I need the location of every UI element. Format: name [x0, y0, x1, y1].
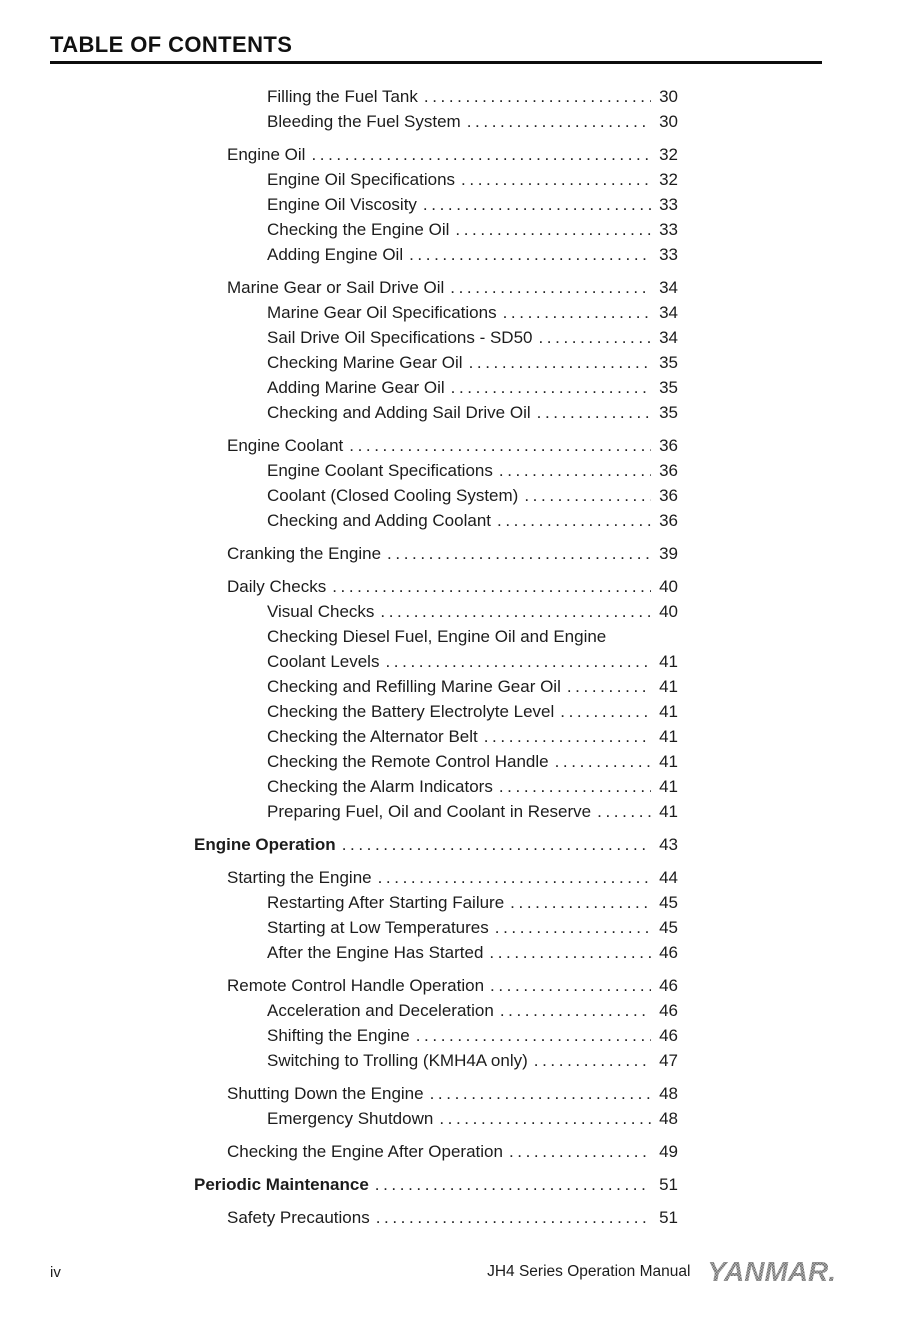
- toc-entry: [194, 674, 678, 699]
- toc-entry: [194, 1048, 678, 1073]
- dot-leader: [375, 1172, 651, 1197]
- toc-entry-label: Visual Checks: [267, 602, 375, 621]
- toc-entry: [194, 624, 678, 649]
- dot-leader: [560, 699, 651, 724]
- dot-leader: [450, 275, 651, 300]
- toc-entry-label: Coolant Levels: [267, 652, 380, 671]
- toc-entry-page: 35: [659, 403, 678, 422]
- dot-leader: [385, 649, 651, 674]
- page-title: TABLE OF CONTENTS: [50, 32, 293, 57]
- toc-entry-page: 46: [659, 1026, 678, 1045]
- toc-entry: [194, 167, 678, 192]
- toc-entry-label: Engine Oil Viscosity: [267, 195, 417, 214]
- toc-entry: [194, 242, 678, 267]
- toc-entry-label: Preparing Fuel, Oil and Coolant in Reserve: [267, 802, 592, 821]
- toc-entry: [194, 375, 678, 400]
- dot-leader: [439, 1106, 651, 1131]
- dot-leader: [380, 599, 651, 624]
- toc-entry-label: Checking the Engine After Operation: [227, 1142, 503, 1161]
- dot-leader: [499, 458, 651, 483]
- toc-entry: [194, 1172, 678, 1197]
- toc-entry: [194, 724, 678, 749]
- toc-entry: [194, 1106, 678, 1131]
- toc-entry-page: 41: [659, 677, 678, 696]
- toc-entry-label: Sail Drive Oil Specifications - SD50: [267, 328, 533, 347]
- toc-entry: [194, 433, 678, 458]
- toc-entry: [194, 109, 678, 134]
- dot-leader: [510, 890, 651, 915]
- toc-entry-page: 34: [659, 303, 678, 322]
- toc-entry: [194, 699, 678, 724]
- toc-entry-page: 41: [659, 727, 678, 746]
- yanmar-logo: YANMAR.: [707, 1256, 836, 1287]
- toc-entry-page: 34: [659, 278, 678, 297]
- toc-entry-label: Adding Marine Gear Oil: [267, 378, 445, 397]
- dot-leader: [597, 799, 651, 824]
- toc-entry-label: Shifting the Engine: [267, 1026, 410, 1045]
- dot-leader: [430, 1081, 651, 1106]
- toc-entry-page: 35: [659, 378, 678, 397]
- toc-entry-label: Coolant (Closed Cooling System): [267, 486, 519, 505]
- dot-leader: [555, 749, 651, 774]
- toc-entry-page: 41: [659, 752, 678, 771]
- toc-entry: [194, 774, 678, 799]
- toc-entry-label: Switching to Trolling (KMH4A only): [267, 1051, 528, 1070]
- toc-entry-page: 45: [659, 918, 678, 937]
- toc-entry-page: 40: [659, 602, 678, 621]
- dot-leader: [509, 1139, 651, 1164]
- toc-entry-label: Marine Gear Oil Specifications: [267, 303, 497, 322]
- dot-leader: [376, 1205, 651, 1230]
- toc-entry-label: After the Engine Has Started: [267, 943, 484, 962]
- toc-entry: [194, 483, 678, 508]
- dot-leader: [342, 832, 651, 857]
- dot-leader: [467, 109, 651, 134]
- toc-entry-page: 48: [659, 1084, 678, 1103]
- toc-entry-label: Engine Coolant Specifications: [267, 461, 493, 480]
- toc-entry-page: 43: [659, 835, 678, 854]
- toc-entry-label: Adding Engine Oil: [267, 245, 404, 264]
- dot-leader: [503, 300, 651, 325]
- toc-entry-label: Restarting After Starting Failure: [267, 893, 505, 912]
- toc-entry-label: Checking and Adding Coolant: [267, 511, 491, 530]
- toc-entry-page: 33: [659, 245, 678, 264]
- toc-entry-label: Safety Precautions: [227, 1208, 370, 1227]
- toc-entry-page: 36: [659, 511, 678, 530]
- toc-entry: [194, 142, 678, 167]
- toc-entry-label: Checking the Battery Electrolyte Level: [267, 702, 555, 721]
- toc-entry-label: Periodic Maintenance: [194, 1175, 369, 1194]
- toc-entry-page: 41: [659, 652, 678, 671]
- toc-entry: [194, 325, 678, 350]
- toc-entry-label: Engine Oil Specifications: [267, 170, 456, 189]
- toc-entry: [194, 1081, 678, 1106]
- toc-entry-label: Emergency Shutdown: [267, 1109, 434, 1128]
- toc-entry-page: 32: [659, 145, 678, 164]
- dot-leader: [495, 915, 651, 940]
- toc-entry-page: 41: [659, 777, 678, 796]
- toc-entry-page: 45: [659, 893, 678, 912]
- toc-entry-label: Checking and Adding Sail Drive Oil: [267, 403, 531, 422]
- toc-entry-label: Engine Oil: [227, 145, 306, 164]
- dot-leader: [416, 1023, 651, 1048]
- toc-entry-label: Checking the Remote Control Handle: [267, 752, 549, 771]
- dot-leader: [378, 865, 651, 890]
- dot-leader: [538, 325, 651, 350]
- toc-entry-page: 32: [659, 170, 678, 189]
- toc-entry: [194, 865, 678, 890]
- toc-list: [194, 84, 678, 1230]
- toc-entry-label: Checking the Alarm Indicators: [267, 777, 493, 796]
- toc-entry-page: 36: [659, 436, 678, 455]
- toc-entry-page: 40: [659, 577, 678, 596]
- toc-entry: [194, 890, 678, 915]
- toc-entry-page: 49: [659, 1142, 678, 1161]
- dot-leader: [484, 724, 651, 749]
- toc-entry: [194, 799, 678, 824]
- dot-leader: [537, 400, 651, 425]
- toc-entry: [194, 749, 678, 774]
- toc-entry-label: Acceleration and Deceleration: [267, 1001, 494, 1020]
- toc-entry-label: Checking the Alternator Belt: [267, 727, 478, 746]
- footer-right-group: [487, 1258, 836, 1286]
- dot-leader: [524, 483, 651, 508]
- toc-entry-label: Marine Gear or Sail Drive Oil: [227, 278, 445, 297]
- dot-leader: [567, 674, 651, 699]
- dot-leader: [469, 350, 651, 375]
- toc-entry-page: 34: [659, 328, 678, 347]
- toc-entry: [194, 192, 678, 217]
- toc-entry-page: 30: [659, 87, 678, 106]
- dot-leader: [387, 541, 651, 566]
- toc-entry: [194, 458, 678, 483]
- toc-entry-label: Cranking the Engine: [227, 544, 382, 563]
- dot-leader: [499, 774, 651, 799]
- dot-leader: [451, 375, 651, 400]
- toc-entry-label: Daily Checks: [227, 577, 327, 596]
- toc-entry: [194, 217, 678, 242]
- toc-entry-page: 33: [659, 195, 678, 214]
- toc-entry-page: 36: [659, 486, 678, 505]
- dot-leader: [461, 167, 651, 192]
- toc-entry: [194, 400, 678, 425]
- dot-leader: [489, 940, 651, 965]
- toc-entry: [194, 940, 678, 965]
- toc-entry: [194, 300, 678, 325]
- toc-entry-label: Engine Operation: [194, 835, 336, 854]
- dot-leader: [311, 142, 651, 167]
- toc-entry: [194, 973, 678, 998]
- toc-entry-page: 30: [659, 112, 678, 131]
- toc-entry: [194, 574, 678, 599]
- toc-entry-page: 46: [659, 943, 678, 962]
- dot-leader: [497, 508, 651, 533]
- toc-entry: [194, 541, 678, 566]
- toc-entry: [194, 832, 678, 857]
- toc-entry: [194, 350, 678, 375]
- toc-entry-label: Shutting Down the Engine: [227, 1084, 424, 1103]
- dot-leader: [332, 574, 651, 599]
- dot-leader: [349, 433, 651, 458]
- toc-entry-label: Starting at Low Temperatures: [267, 918, 489, 937]
- dot-leader: [500, 998, 651, 1023]
- toc-entry-page: 48: [659, 1109, 678, 1128]
- toc-entry-label: Remote Control Handle Operation: [227, 976, 485, 995]
- dot-leader: [455, 217, 651, 242]
- toc-entry-page: 41: [659, 702, 678, 721]
- toc-entry-label: Starting the Engine: [227, 868, 372, 887]
- toc-entry: [194, 1139, 678, 1164]
- dot-leader: [490, 973, 651, 998]
- toc-entry-page: 41: [659, 802, 678, 821]
- toc-entry: [194, 649, 678, 674]
- toc-entry-label: Checking Diesel Fuel, Engine Oil and Engine: [267, 627, 607, 646]
- footer-page-number: iv: [50, 1263, 61, 1281]
- toc-entry-label: Checking and Refilling Marine Gear Oil: [267, 677, 561, 696]
- toc-entry-label: Engine Coolant: [227, 436, 344, 455]
- toc-entry-page: 36: [659, 461, 678, 480]
- toc-entry-label: Checking Marine Gear Oil: [267, 353, 463, 372]
- toc-entry-label: Checking the Engine Oil: [267, 220, 450, 239]
- toc-entry-page: 35: [659, 353, 678, 372]
- dot-leader: [534, 1048, 651, 1073]
- toc-entry: [194, 1023, 678, 1048]
- toc-entry: [194, 275, 678, 300]
- dot-leader: [423, 192, 651, 217]
- toc-entry: [194, 1205, 678, 1230]
- toc-entry: [194, 915, 678, 940]
- toc-entry-label: Filling the Fuel Tank: [267, 87, 418, 106]
- toc-entry-page: 46: [659, 976, 678, 995]
- toc-entry-page: 33: [659, 220, 678, 239]
- toc-entry: [194, 84, 678, 109]
- toc-entry: [194, 599, 678, 624]
- toc-entry-page: 44: [659, 868, 678, 887]
- toc-entry-page: 46: [659, 1001, 678, 1020]
- toc-entry-page: 51: [659, 1208, 678, 1227]
- toc-entry: [194, 998, 678, 1023]
- toc-entry-page: 47: [659, 1051, 678, 1070]
- toc-entry: [194, 508, 678, 533]
- manual-title: JH4 Series Operation Manual: [487, 1263, 691, 1280]
- page-footer: [50, 1258, 836, 1286]
- toc-entry-page: 39: [659, 544, 678, 563]
- dot-leader: [424, 84, 651, 109]
- page-header: [50, 32, 822, 64]
- dot-leader: [409, 242, 651, 267]
- toc-entry-page: 51: [659, 1175, 678, 1194]
- toc-entry-label: Bleeding the Fuel System: [267, 112, 461, 131]
